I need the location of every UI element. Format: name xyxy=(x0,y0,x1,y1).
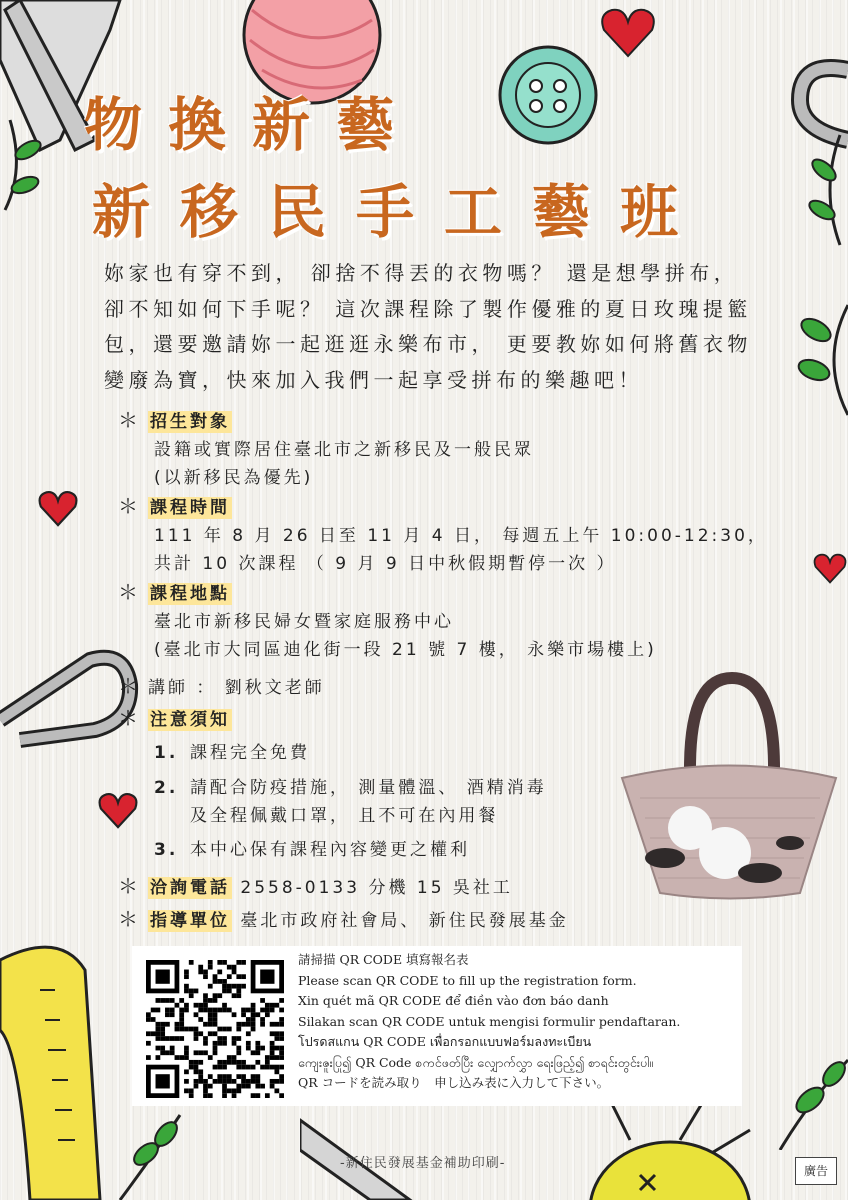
note-text: 及全程佩戴口罩， 且不可在內用餐 xyxy=(190,806,499,826)
contact-value: 2558-0133 分機 15 吳社工 xyxy=(240,878,513,898)
leaf-icon xyxy=(800,130,848,250)
bullet-icon: ＊ xyxy=(118,494,141,518)
qr-line: Silakan scan QR CODE untuk mengisi formulir pendaftaran. xyxy=(298,1013,681,1029)
qr-line: โปรดสแกน QR CODE เพื่อกรอกแบบฟอร์มลงทะเบียน xyxy=(298,1034,592,1049)
section-location xyxy=(118,578,657,664)
section-sponsor xyxy=(118,905,569,935)
section-text: 111 年 8 月 26 日至 11 月 4 日， 每週五上午 10:00-12:30， xyxy=(154,526,768,546)
note-item xyxy=(154,774,547,830)
section-label: 課程地點 xyxy=(150,584,230,604)
intro-paragraph: 妳家也有穿不到， 卻捨不得丟的衣物嗎？ 還是想學拼布， 卻不知如何下手呢？ 這次課程除了製作優雅的夏日玫瑰提籃包，還要邀請妳一起逛逛永樂布市， 更要教妳如何將舊衣物變廢為寶，快來加入我們一起享受拼布的樂趣吧！ xyxy=(104,261,752,392)
note-text: 請配合防疫措施， 測量體溫、 酒精消毒 xyxy=(190,778,547,798)
title-line-2: 新移民手工藝班 xyxy=(92,178,709,246)
section-label: 指導單位 xyxy=(150,911,230,931)
heart-icon xyxy=(96,790,140,830)
section-text: 設籍或實際居住臺北市之新移民及一般民眾 xyxy=(154,440,534,460)
title-line-1: 物換新藝 xyxy=(84,91,421,159)
section-label: 洽詢電話 xyxy=(150,878,230,898)
note-number: 2. xyxy=(154,778,179,798)
qr-line: ကျေးဇူးပြု၍ QR Code စကင်ဖတ်ပြီး လျှောက်လွှာ ရေးဖြည့်၍ စာရင်းတွင်းပါ။ xyxy=(298,1054,654,1070)
leaf-icon xyxy=(770,1040,848,1150)
bullet-icon: ＊ xyxy=(118,408,141,432)
note-item xyxy=(154,739,310,767)
note-text: 本中心保有課程內容變更之權利 xyxy=(190,840,470,860)
section-label: 注意須知 xyxy=(150,710,230,730)
qr-line: Xin quét mã QR CODE để điền vào đơn báo danh xyxy=(298,993,609,1008)
leaf-icon xyxy=(0,110,50,220)
qr-code[interactable] xyxy=(146,960,284,1098)
ad-label: 廣告 xyxy=(795,1157,837,1185)
section-text: 共計 10 次課程 （ 9 月 9 日中秋假期暫停一次 ） xyxy=(154,554,617,574)
section-schedule xyxy=(118,492,768,578)
qr-instructions xyxy=(298,950,738,1094)
button-icon xyxy=(488,40,608,150)
qr-line: QR コードを読み取り 申し込み表に入力して下さい。 xyxy=(298,1075,610,1090)
note-number: 1. xyxy=(154,743,179,763)
qr-line: 請掃描 QR CODE 填寫報名表 xyxy=(298,952,469,967)
section-teacher xyxy=(118,672,325,702)
note-number: 3. xyxy=(154,840,179,860)
bullet-icon: ＊ xyxy=(118,706,141,730)
section-label: 課程時間 xyxy=(150,498,230,518)
leaf-icon xyxy=(790,300,848,420)
footer-credit: -新住民發展基金補助印刷- xyxy=(340,1156,506,1171)
heart-icon xyxy=(812,548,848,588)
bullet-icon: ＊ xyxy=(118,674,141,698)
section-text: 臺北市新移民婦女暨家庭服務中心 xyxy=(154,612,454,632)
heart-icon xyxy=(598,4,658,60)
tote-bag-photo xyxy=(620,668,838,900)
section-text: (臺北市大同區迪化街一段 21 號 7 樓， 永樂市場樓上) xyxy=(154,640,657,660)
section-text: (以新移民為優先) xyxy=(154,468,314,488)
qr-line: Please scan QR CODE to fill up the registration form. xyxy=(298,972,637,988)
bullet-icon: ＊ xyxy=(118,874,141,898)
measuring-tape-icon xyxy=(0,930,110,1200)
section-contact xyxy=(118,872,513,902)
bullet-icon: ＊ xyxy=(118,580,141,604)
bullet-icon: ＊ xyxy=(118,907,141,931)
teacher-text: 講師 ： 劉秋文老師 xyxy=(148,678,325,698)
note-item xyxy=(154,836,470,864)
section-target xyxy=(118,406,534,492)
note-text: 課程完全免費 xyxy=(190,743,310,763)
sponsor-value: 臺北市政府社會局、 新住民發展基金 xyxy=(240,911,569,931)
leaf-icon xyxy=(110,1110,190,1200)
section-notes xyxy=(118,704,232,734)
heart-icon xyxy=(36,488,80,528)
section-label: 招生對象 xyxy=(150,412,230,432)
